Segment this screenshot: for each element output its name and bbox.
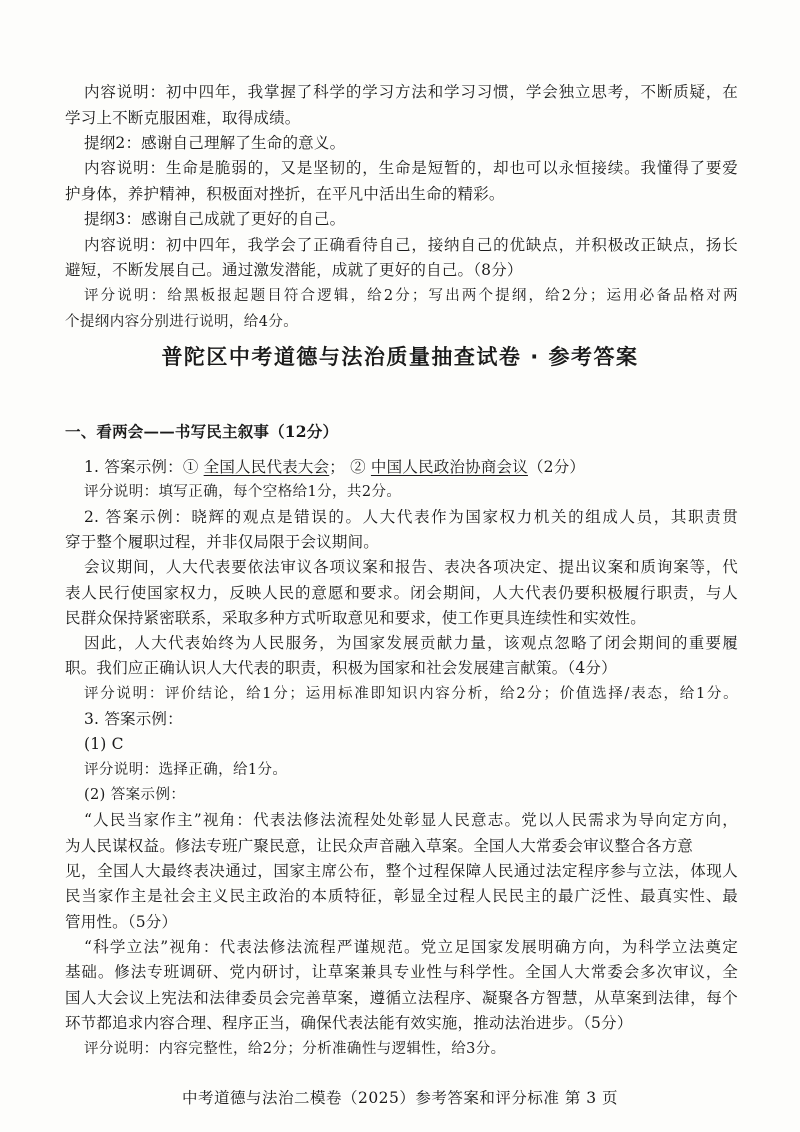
content-note-2-line-2: 护身体，养护精神，积极面对挫折，在平凡中活出生命的精彩。 [65,185,505,203]
perspective-1-line-5: 管用性。（5分） [65,913,178,931]
perspective-1-line-4: 民当家作主是社会主义民主政治的本质特征，彰显全过程人民民主的最广泛性、最真实性、最 [65,887,738,905]
perspective-2-line-1: “科学立法”视角：代表法修法流程严谨规范。党立足国家发展明确方向，为科学立法奠定 [84,938,738,956]
perspective-1-line-2: 为人民谋权益。修法专班广聚民意，让民众声音融入草案。全国人大常委会审议整合各方意 [65,837,694,855]
q3-label: 3. 答案示例： [84,710,183,728]
q1-answer [84,457,585,477]
content-note-2-line-1: 内容说明：生命是脆弱的，又是坚韧的，生命是短暂的，却也可以永恒接续。我懂得了要爱 [84,159,738,177]
q1-prefix: 1. 答案示例：① [84,458,204,476]
q3-part-1: (1) C [84,735,124,753]
page-footer: 中考道德与法治二模卷（2025）参考答案和评分标准 第 3 页 [181,1089,619,1107]
content-note-3-line-2: 避短，不断发展自己。通过激发潜能，成就了更好的自己。（8分） [65,261,523,279]
perspective-2-line-4: 环节都追求内容合理、程序正当，确保代表法能有效实施，推动法治进步。（5分） [65,1014,633,1032]
outline-2: 提纲2：感谢自己理解了生命的意义。 [84,134,346,152]
content-note-1-line-1: 内容说明：初中四年，我掌握了科学的学习方法和学习习惯，学会独立思考，不断质疑，在 [84,83,738,101]
q1-mid: ； ② [329,458,371,476]
page-title: 普陀区中考道德与法治质量抽查试卷 · 参考答案 [161,345,639,369]
q3-part-1-scoring-note: 评分说明：选择正确，给1分。 [84,762,288,778]
q1-answer-1: 全国人民代表大会 [203,458,330,476]
scoring-note-top-line-1: 评分说明：给黑板报起题目符合逻辑，给2分；写出两个提纲，给2分；运用必备品格对两 [84,288,738,304]
scoring-note-top-line-2: 个提纲内容分别进行说明，给4分。 [65,314,299,330]
final-scoring-note: 评分说明：内容完整性，给2分；分析准确性与逻辑性，给3分。 [84,1041,506,1057]
q1-suffix: （2分） [527,458,586,476]
q2-scoring-note: 评分说明：评价结论，给1分；运用标准即知识内容分析，给2分；价值选择/表态，给1分。 [84,686,738,702]
q2-line-5: 民群众保持紧密联系，采取多种方式听取意见和要求，使工作更具连续性和实效性。 [65,609,646,627]
q2-line-2: 穿于整个履职过程，并非仅局限于会议期间。 [65,533,380,551]
outline-3: 提纲3：感谢自己成就了更好的自己。 [84,210,346,228]
q2-line-4: 表人民行使国家权力，反映人民的意愿和要求。闭会期间，人大代表仍要积极履行职责，与人 [65,584,738,602]
q1-answer-2: 中国人民政治协商会议 [370,458,528,476]
perspective-2-line-3: 国人大会议上宪法和法律委员会完善草案，遵循立法程序、凝聚各方智慧，从草案到法律，每个 [65,989,738,1007]
q1-scoring-note: 评分说明：填写正确，每个空格给1分，共2分。 [84,484,402,500]
perspective-2-line-2: 基础。修法专班调研、党内研讨，让草案兼具专业性与科学性。全国人大常委会多次审议，全 [65,963,738,981]
q2-line-7: 职。我们应正确认识人大代表的职责，积极为国家和社会发展建言献策。（4分） [65,659,617,677]
q2-line-6: 因此，人大代表始终为人民服务，为国家发展贡献力量，该观点忽略了闭会期间的重要履 [84,634,738,652]
q3-part-2: (2) 答案示例： [84,787,186,803]
content-note-1-line-2: 学习上不断克服困难，取得成绩。 [65,109,301,127]
perspective-1-line-3: 见，全国人大最终表决通过，国家主席公布，整个过程保障人民通过法定程序参与立法，体现人 [65,862,738,880]
content-note-3-line-1: 内容说明：初中四年，我学会了正确看待自己，接纳自己的优缺点，并积极改正缺点，扬长 [84,236,738,254]
q2-line-3: 会议期间，人大代表要依法审议各项议案和报告、表决各项决定、提出议案和质询案等，代 [84,558,738,576]
perspective-1-line-1: “人民当家作主”视角：代表法修法流程处处彰显人民意志。党以人民需求为导向定方向， [84,811,738,829]
q2-line-1: 2. 答案示例：晓辉的观点是错误的。人大代表作为国家权力机关的组成人员，其职责贯 [84,508,738,526]
section-heading: 一、看两会——书写民主叙事（12分） [65,422,339,441]
